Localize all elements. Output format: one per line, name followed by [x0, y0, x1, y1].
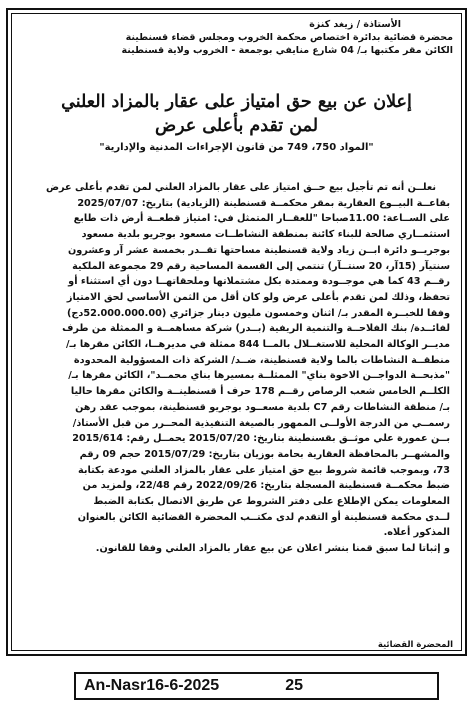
page-footer [74, 672, 439, 700]
page-number: 25 [285, 677, 303, 694]
title-line-1: إعلان عن بيع حق امتياز على عقار بالمزاد العلني [61, 92, 412, 112]
notice-body [23, 180, 450, 557]
body-line: على الســاعة: 11.00صباحا "للعقــار المتمثل في: امتياز قطعــة أرض ذات طابع [73, 213, 450, 225]
body-line: مديــر الوكالة المحلية للاستغــلال بالمــا 844 ممثلة في مديرهــا، الكائن مقرها بـ/ [65, 339, 450, 351]
body-line: استثمــاري صالحة للبناء كائنة بمنطقة النشاطــات مسعود بوجريو بلدية مسعود [81, 229, 450, 241]
newspaper-date: An-Nasr16-6-2025 [84, 677, 220, 694]
body-line: لــدى محكمة قسنطينة أو التقدم لدى مكتــب المحضرة القضائية الكائن بالعنوان [77, 511, 450, 523]
notice-header [20, 18, 453, 57]
bailiff-address: الكائن مقر مكتبها بـ/ 04 شارع منايفي بوجمعة - الخروب ولاية قسنطينة [121, 45, 453, 56]
body-line: سنتيآر (15آر، 20 سنتــآر) تنتمي إلى القسمة المساحية رقم 29 مجموعة الملكية [72, 260, 450, 272]
body-line: وفقا للخبــرة المقدر بـ/ اثنان وخمسون مليون دينار جزائري (52.000.000.00دج) [67, 307, 450, 319]
bailiff-office: محضرة قضائية بدائرة اختصاص محكمة الخروب ومجلس قضاء قسنطينة [125, 32, 453, 43]
body-line: نعلــن أنه تم تأجيل بيع حــق امتياز على عقار بالمزاد العلني لمن تقدم بأعلى عرض [45, 182, 436, 193]
signature-label: المحضرة القضائية [377, 640, 453, 650]
body-line: بــن عمورة علي موثــق بقسنطينة بتاريخ: 2015/07/20 يحمــل رقم: 2015/614 [72, 433, 450, 445]
body-line: "مذبحــة الدواجــن الاخوة بناي" الممثلــة بمسيرها بناي محمــد"، الكائن مقرها بـ/ [68, 370, 450, 382]
body-line: رقــم 43 كما هي موجــودة وممتدة بكل مشتملاتها وملحقاتهــا دون أي استثناء أو [68, 276, 450, 288]
body-line: 73، وبموجب قائمة شروط بيع حق امتياز على عقار بالمزاد العلني مودعة بكتابة [77, 464, 450, 476]
body-line: بقاعــة البيــوع العقارية بمقر محكمــة قسنطينة (الزيادية) بتاريخ: 2025/07/07 [77, 197, 450, 209]
body-line: والمشهــر بالمحافظة العقارية بحامة بوزيان بتاريخ: 2015/07/29 حجم 09 رقم [79, 448, 450, 460]
law-reference: "المواد 750، 749 من قانون الإجراءات المدنية والإدارية" [99, 142, 374, 153]
body-line: الكلــم الخامس شعب الرصاص رقــم 178 حرف أ قسنطينــة والكائن مقرها حاليا [70, 386, 450, 398]
title-line-2: لمن تقدم بأعلى عرض [154, 116, 319, 136]
body-line: لفائــدة/ بنك الفلاحــة والتنمية الريفية (بــدر) شركة مساهمــة و الممثلة من طرف [62, 323, 450, 335]
legal-notice-box [6, 8, 467, 656]
body-line: المعلومات يمكن الإطلاع على دفتر الشروط عن طريق الاتصال بكتابة الضبط [93, 496, 450, 508]
notice-title [18, 90, 455, 138]
body-line: ضبط محكمــة قسنطينة المسجلة بتاريخ: 2022/09/26 رقم 22/48، ولمزيد من [82, 480, 450, 492]
body-line: بـ/ منطقة النشاطات رقم C7 بلدية مسعــود بوجريو قسنطينة، بموجب عقد رهن [75, 401, 450, 413]
body-line: منطقــة النشاطات بالما ولاية قسنطينة، ضــد/ الشركة ذات المسؤولية المحدودة [73, 354, 450, 366]
body-line: بوجريــو دائرة ابــن زياد ولاية قسنطينة مساحتها تقــدر بخمسة عشر آر وعشرون [68, 244, 450, 256]
body-line: تحفظ، وذلك لمن تقدم بأعلى عرض ولو كان أقل من الثمن الأساسي لحق الامتياز [66, 291, 450, 303]
body-line: و إثباتا لما سبق قمنا بنشر اعلان عن بيع عقار بالمزاد العلني وفقا للقانون. [95, 543, 450, 555]
body-line: المذكور أعلاه. [383, 527, 450, 539]
body-line: رسمــي من الدرجة الأولــى الممهور بالصيغة التنفيذية المحــرر من قبل الأستاذ/ [72, 417, 450, 429]
bailiff-name: الأستاذة / زيغد كنزة [309, 19, 401, 30]
